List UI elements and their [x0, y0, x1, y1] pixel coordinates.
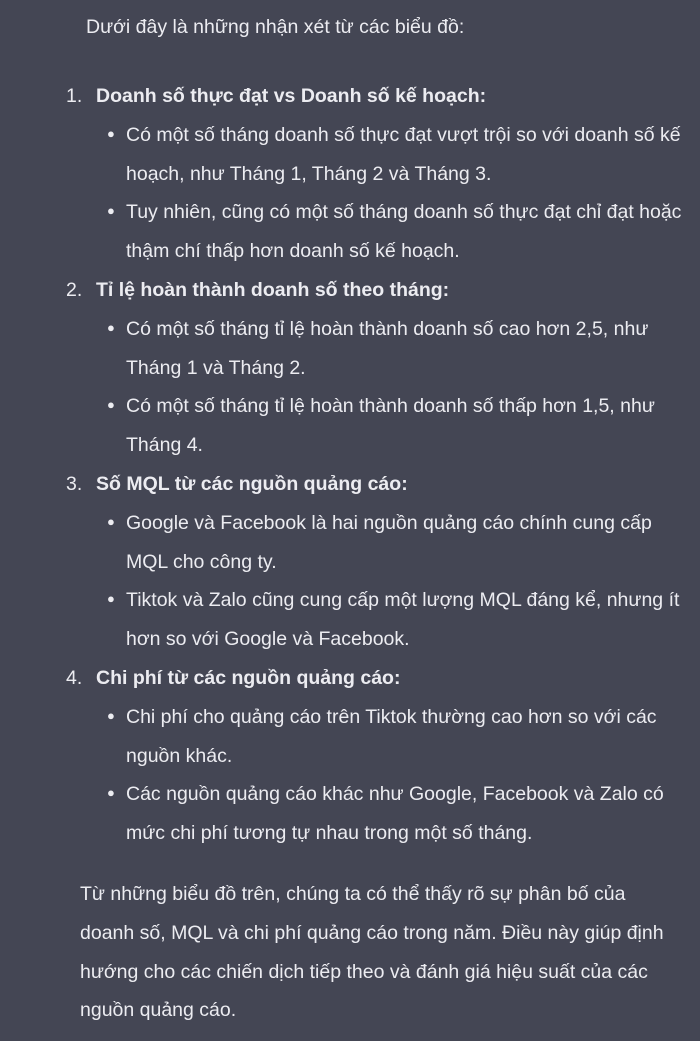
list-item: [107, 193, 696, 271]
bullet-dot-icon: ●: [107, 203, 115, 219]
list-item: [107, 581, 696, 659]
section-number: 3.: [66, 472, 83, 495]
list-item: [107, 310, 696, 388]
list-item: [107, 387, 696, 465]
list-item: [107, 698, 696, 776]
list-item: [107, 504, 696, 582]
section-number: 4.: [66, 666, 83, 689]
bullet-dot-icon: ●: [107, 785, 115, 801]
section-title: Tỉ lệ hoàn thành doanh số theo tháng:: [96, 278, 450, 301]
bullet-text: Tiktok và Zalo cũng cung cấp một lượng MQL đáng kể, nhưng ít hơn so với Google và Facebook.: [126, 589, 680, 651]
observations-list: [66, 77, 696, 853]
list-item: [107, 775, 696, 853]
intro-text: Dưới đây là những nhận xét từ các biểu đồ:: [86, 16, 465, 38]
section-2: [66, 271, 696, 465]
bullet-text: Tuy nhiên, cũng có một số tháng doanh số thực đạt chỉ đạt hoặc thậm chí thấp hơn doanh số kế hoạch.: [126, 201, 682, 263]
bullet-text: Có một số tháng doanh số thực đạt vượt trội so với doanh số kế hoạch, như Tháng 1, Tháng 2 và Tháng 3.: [126, 123, 681, 185]
bullet-dot-icon: ●: [107, 319, 115, 335]
section-heading: [66, 77, 696, 116]
section-4: [66, 659, 696, 853]
section-heading: [66, 659, 696, 698]
section-number: 2.: [66, 278, 83, 301]
bullet-dot-icon: ●: [107, 513, 115, 529]
bullet-text: Có một số tháng tỉ lệ hoàn thành doanh số thấp hơn 1,5, như Tháng 4.: [126, 395, 655, 457]
section-1: [66, 77, 696, 271]
bullet-list: [107, 698, 696, 853]
bullet-dot-icon: ●: [107, 397, 115, 413]
section-title: Chi phí từ các nguồn quảng cáo:: [96, 666, 401, 689]
bullet-text: Các nguồn quảng cáo khác như Google, Facebook và Zalo có mức chi phí tương tự nhau trong một số tháng.: [126, 783, 664, 845]
bullet-text: Google và Facebook là hai nguồn quảng cáo chính cung cấp MQL cho công ty.: [126, 511, 652, 573]
bullet-list: [107, 504, 696, 659]
bullet-dot-icon: ●: [107, 707, 115, 723]
bullet-list: [107, 116, 696, 271]
section-heading: [66, 465, 696, 504]
section-title: Doanh số thực đạt vs Doanh số kế hoạch:: [96, 85, 487, 107]
list-item: [107, 116, 696, 194]
section-number: 1.: [66, 85, 83, 107]
bullet-text: Chi phí cho quảng cáo trên Tiktok thường cao hơn so với các nguồn khác.: [126, 705, 657, 767]
section-title: Số MQL từ các nguồn quảng cáo:: [96, 472, 408, 495]
bullet-dot-icon: ●: [107, 125, 115, 141]
section-3: [66, 465, 696, 659]
bullet-dot-icon: ●: [107, 591, 115, 607]
bullet-text: Có một số tháng tỉ lệ hoàn thành doanh số cao hơn 2,5, như Tháng 1 và Tháng 2.: [126, 317, 649, 379]
summary-paragraph: Từ những biểu đồ trên, chúng ta có thể thấy rõ sự phân bố của doanh số, MQL và chi phí quảng cáo trong năm. Điều này giúp định hướng cho các chiến dịch tiếp theo và đánh giá hiệu suất của các nguồn quảng cáo.: [80, 883, 664, 1022]
section-heading: [66, 271, 696, 310]
bullet-list: [107, 310, 696, 465]
